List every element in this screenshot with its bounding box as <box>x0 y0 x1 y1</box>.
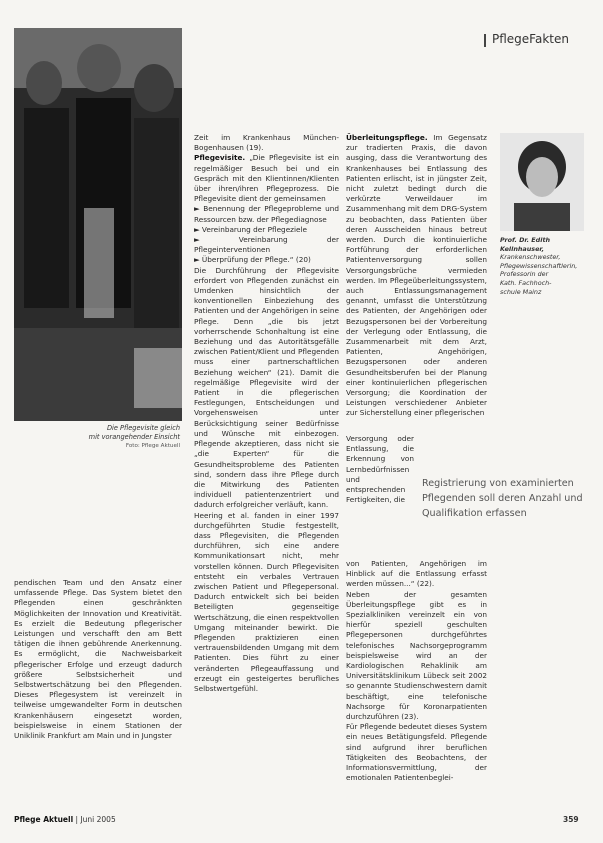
body-paragraph: pendischen Team und den Ansatz einer umfassende Pflege. Das System bietet den Pflegenden einen geschränkten Möglichkeiten der Innovation und Kreativität. Es erzielt die Bedeutung pflegerischer Leistungen und verschafft den am Bett tätigen die ihnen gebührende Anerkennung. Es ermöglicht, die Nachweisbarkeit pflegerischer Erfolge und erzeugt dadurch größere Selbstsicherheit und Selbstwertschätzung bei den Pflegenden. Dieses Pflegesystem ist vereinzelt in teilweise umgewandelter Form in deutschen Krankenhäusern eingesetzt worden, beispielsweise in einem Stationen der Uniklinik Frankfurt am Main und in Jungster <box>14 578 182 741</box>
bullet-item: ► Vereinbarung der Pflegeziele <box>194 224 308 234</box>
paragraph-heading: Überleitungspflege. <box>346 133 428 142</box>
author-title: Kath. Fachhoch- <box>500 278 552 287</box>
publication-date: Juni 2005 <box>80 815 116 824</box>
paragraph-text: Im Gegensatz zur tradierten Praxis, die davon ausging, dass die Verantwortung des Krankenhauses bei Entlassung des Patienten erlischt, ist in jüngster Zeit, nicht zuletzt bedingt durch die verkürzte Verweildauer im Zusammenhang mit dem DRG-System zu beobachten, dass Patienten über deren Ausscheiden hinaus betreut werden. Durch die kontinuierliche Fortführung der erforderlichen Patientenversorgung sollen Versorgungsbrüche vermieden werden. Im Pflegeüberleitungssystem, auch Entlassungsmanagement genannt, umfasst die Unterstützung des Patienten, der Angehörigen oder Bezugspersonen bei der Vorbereitung der Verlegung oder Entlassung, die Zusammenarbeit mit dem Arzt, Patienten, Angehörigen, Bezugspersonen oder anderen Gesundheitsberufen bei der Planung einer kontinuierlichen pflegerischen Versorgung; die Koordination der Leistungen verschiedener Anbieter zur Sicherstellung einer pflegerischen <box>346 133 487 418</box>
bullet-item: ► Benennung der Pflegeprobleme und Ressourcen bzw. der Pflegediagnose <box>194 204 339 224</box>
paragraph-text: „Die Pflegevisite ist ein regelmäßiger Besuch bei und ein Gespräch mit den Klientinnen/Klienten über ihren/ihren Pflegeprozess. Die Pflegevisite dient der gemeinsamen <box>194 153 339 204</box>
body-paragraph: Für Pflegende bedeutet dieses System ein neues Betätigungsfeld. Pflegende sind aufgrund ihrer beruflichen Tätigkeiten des Beobachtens, der Informationsvermittlung, der emotionalen Patientenbeglei- <box>346 722 487 783</box>
author-title: Professorin der <box>500 270 549 279</box>
body-paragraph: Zeit im Krankenhaus München-Bogenhausen (19). <box>194 133 339 153</box>
article-photo <box>14 28 182 421</box>
author-title: schule Mainz <box>500 287 542 296</box>
bullet-item: ► Vereinbarung der Pflegeinterventionen <box>194 235 339 255</box>
text-column-3-narrow <box>346 434 414 559</box>
portrait-caption <box>500 236 590 296</box>
body-paragraph <box>346 133 487 419</box>
author-title: Krankenschwester, <box>500 253 561 262</box>
photo-credit: Foto: Pflege Aktuell <box>125 443 180 449</box>
footer-publication: Pflege Aktuell | Juni 2005 <box>14 815 116 824</box>
publication-name: Pflege Aktuell <box>14 815 74 824</box>
body-paragraph: von Patienten, Angehörigen im Hinblick auf die Entlassung erfasst werden müssen...“ (22). <box>346 559 487 589</box>
body-paragraph: Heering et al. fanden in einer 1997 durchgeführten Studie festgestellt, dass Pflegevisiten, die Pflegenden durchführen, sich eine andere Kommunikationsart nicht, mehr vorstellen können. Durch Pflegevisiten entsteht ein verbales Vertrauen zwischen Patient und Pflegepersonal. Dadurch entwickelt sich bei beiden Beteiligten gegenseitige Wertschätzung, die einen respektvollen Umgang miteinander bewirkt. Die Pflegenden praktizieren einen vertrauensbildenden Umgang mit dem Patienten. Dies führt zu einer veränderten Pflegeauffassung und erzeugt ein gesteigertes berufliches Selbstwertgefühl. <box>194 510 339 693</box>
photo-caption-line: mit vorangehender Einsicht <box>88 433 180 441</box>
paragraph-heading: Pflegevisite. <box>194 153 246 163</box>
photo-caption <box>60 424 180 451</box>
text-column-3-lower <box>346 559 487 809</box>
bullet-item: ► Überprüfung der Pflege.“ (20) <box>194 255 311 265</box>
text-column-2 <box>194 133 339 809</box>
body-paragraph: Versorgung oder Entlassung, die Erkennung von Lernbedürfnissen und entsprechenden Fertigkeiten, die <box>346 434 414 505</box>
text-column-3 <box>346 133 487 434</box>
section-header: PflegeFakten <box>492 32 569 46</box>
pull-quote: Registrierung von examinierten Pflegenden soll deren Anzahl und Qualifikation erfassen <box>422 478 583 519</box>
photo-caption-line: Die Pflegevisite gleich <box>106 424 180 432</box>
body-paragraph <box>194 153 339 204</box>
page-number: 359 <box>563 815 579 824</box>
author-title: Pflegewissenschaftlerin, <box>500 261 578 270</box>
body-paragraph: Die Durchführung der Pflegevisite erfordert von Pflegenden zunächst ein Umdenken hinsichtlich der konventionellen Einbeziehung des Patienten und der Angehörigen in seine Pflege. Denn „die bis jetzt vorherrschende Schonhaltung ist eine Beziehung und das Autoritätsgefälle zwischen Patient/Klient und Pflegenden muss einer partnerschaftlichen Beziehung weichen“ (21). Damit die regelmäßige Pflegevisite wird der Patient in die pflegerischen Festlegungen, Entscheidungen und Vorgehensweisen unter Berücksichtigung seiner Bedürfnisse und Wünsche mit einbezogen. Pflegende akzeptieren, dass nicht sie „die Experten“ für die Gesundheitsprobleme des Patienten sind, sondern dass ihre Pflege durch die Mitwirkung des Patienten individuell patientenzentriert und dadurch erfolgreicher verläuft, kann. <box>194 265 339 510</box>
text-column-1 <box>14 578 182 808</box>
body-paragraph: Neben der gesamten Überleitungspflege gibt es in Spezialkliniken vereinzelt ein von hierfür speziell geschulten Pflegepersonen durchgeführtes telefonisches Nachsorgeprogramm beispielsweise wird an der Kardiologischen Rehaklinik am Universitätsklinikum Lübeck seit 2002 so genannte Studienschwestern damit beschäftigt, eine telefonische Nachsorge für Koronarpatienten durchzuführen (23). <box>346 589 487 722</box>
author-name: Prof. Dr. Edith Kellnhauser, <box>500 236 551 253</box>
header-rule <box>484 34 486 47</box>
author-portrait <box>500 133 584 231</box>
